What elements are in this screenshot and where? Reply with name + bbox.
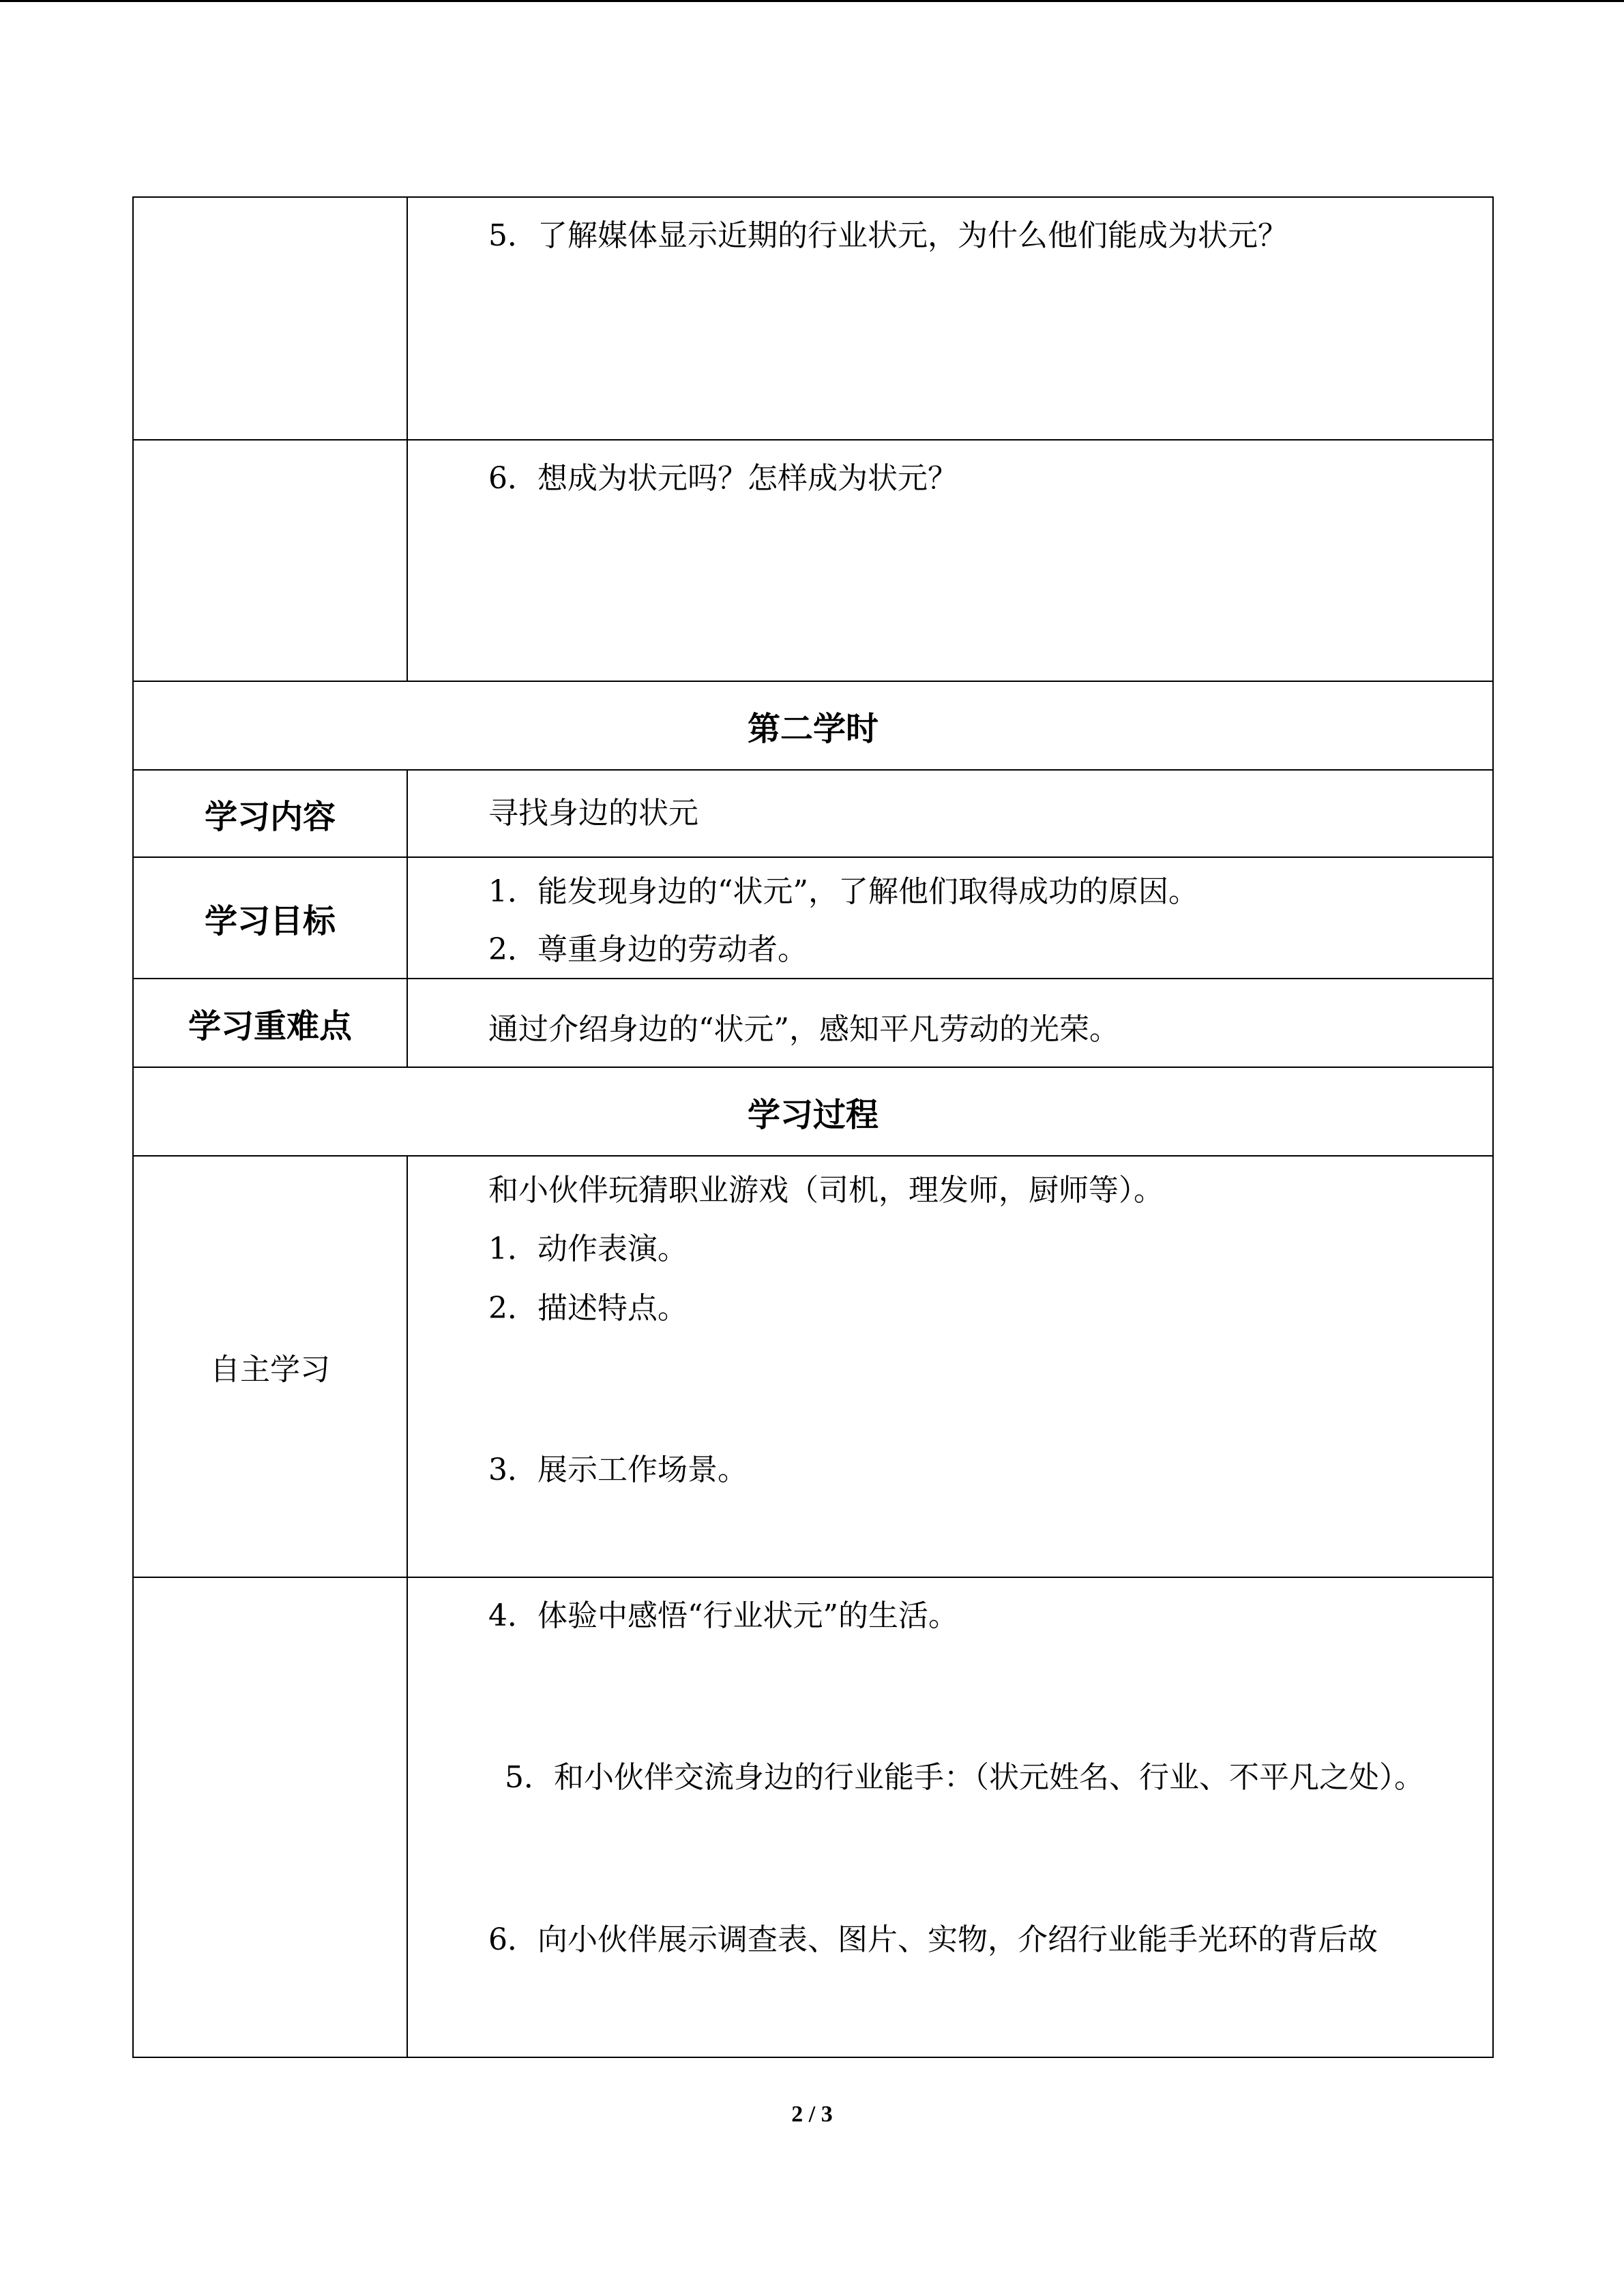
item-4-experience: 4．体验中感悟“行业状元”的生活。 <box>488 1598 958 1633</box>
table-row <box>133 197 1493 440</box>
self-study-item: 3．展示工作场景。 <box>488 1452 748 1488</box>
section-heading-learning-process: 学习过程 <box>133 1067 1493 1156</box>
goal-item: 2．尊重身边的劳动者。 <box>488 932 808 968</box>
label-cell-empty <box>133 440 407 681</box>
self-study-intro: 和小伙伴玩猜职业游戏（司机，理发师，厨师等）。 <box>488 1173 1164 1208</box>
table-row <box>133 440 1493 681</box>
page-number: 2 / 3 <box>791 2102 833 2127</box>
label-key-points: 学习重难点 <box>133 979 407 1067</box>
content-cell <box>407 857 1493 979</box>
table-row <box>133 857 1493 979</box>
content-cell <box>407 1577 1493 2057</box>
self-study-item: 2．描述特点。 <box>488 1290 688 1326</box>
label-learning-goals: 学习目标 <box>133 857 407 979</box>
section-heading-second-period: 第二学时 <box>133 681 1493 770</box>
item-6-become-champion: 6．想成为状元吗？怎样成为状元？ <box>488 461 958 496</box>
content-cell <box>407 197 1493 440</box>
content-cell <box>407 1156 1493 1577</box>
key-points-value: 通过介绍身边的“状元”，感知平凡劳动的光荣。 <box>488 1012 1119 1047</box>
item-6-showcase: 6．向小伙伴展示调查表、图片、实物，介绍行业能手光环的背后故 <box>488 1922 1378 1957</box>
table-row <box>133 681 1493 770</box>
learning-content-value: 寻找身边的状元 <box>488 796 698 831</box>
table-row <box>133 979 1493 1067</box>
table-row <box>133 1156 1493 1577</box>
label-cell-empty <box>133 1577 407 2057</box>
self-study-item: 1．动作表演。 <box>488 1232 688 1267</box>
label-cell-empty <box>133 197 407 440</box>
table-row <box>133 1067 1493 1156</box>
table-row <box>133 770 1493 857</box>
label-self-study: 自主学习 <box>133 1156 407 1577</box>
table-row <box>133 1577 1493 2057</box>
content-cell <box>407 770 1493 857</box>
goal-item: 1．能发现身边的“状元”，了解他们取得成功的原因。 <box>488 874 1198 909</box>
label-learning-content: 学习内容 <box>133 770 407 857</box>
item-5-exchange: 5．和小伙伴交流身边的行业能手：（状元姓名、行业、不平凡之处）。 <box>505 1760 1424 1795</box>
top-border-line <box>0 0 1624 2</box>
lesson-plan-table <box>132 196 1494 2058</box>
item-5-media-champions: 5．了解媒体显示近期的行业状元，为什么他们能成为状元？ <box>488 218 1288 253</box>
content-cell <box>407 979 1493 1067</box>
content-cell <box>407 440 1493 681</box>
